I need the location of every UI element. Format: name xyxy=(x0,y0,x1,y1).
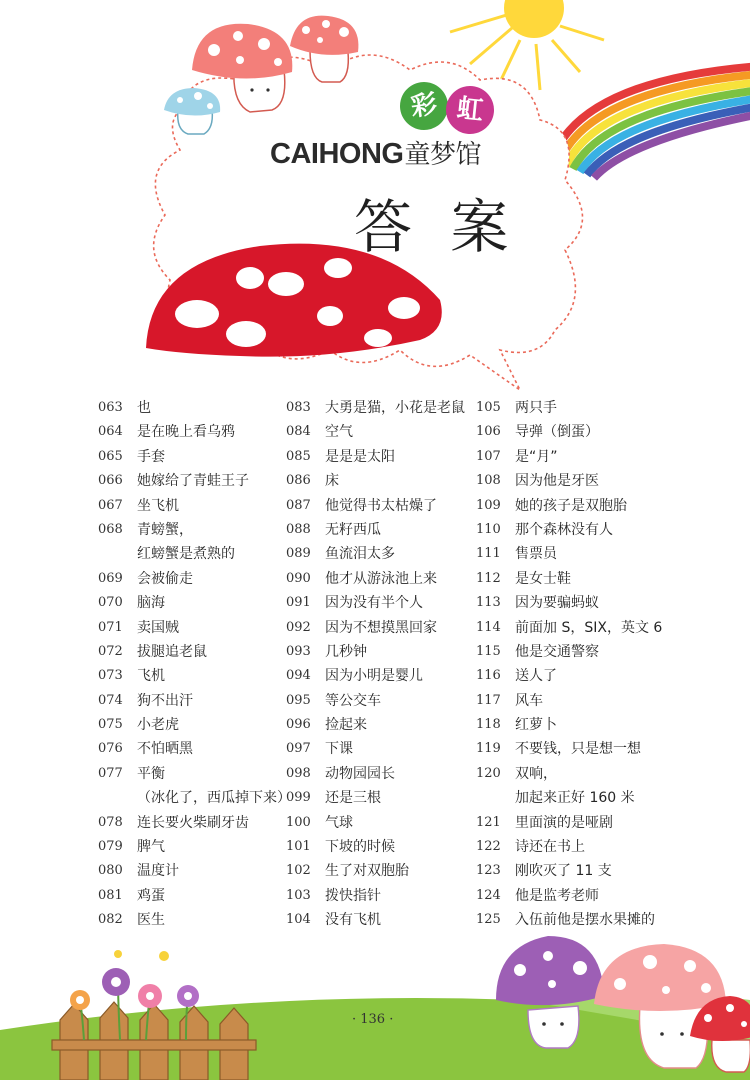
answer-row xyxy=(98,396,278,420)
answer-text: 送人了 xyxy=(515,668,557,685)
answer-number: 111 xyxy=(476,546,501,562)
answer-row xyxy=(476,689,676,713)
answer-text: 两只手 xyxy=(515,400,557,416)
answer-number: 080 xyxy=(98,863,123,879)
answer-number: 102 xyxy=(286,863,311,879)
answer-text: 会被偷走 xyxy=(137,570,193,587)
answer-text: 拔腿追老鼠 xyxy=(137,643,207,660)
brand-logo xyxy=(398,80,498,136)
answer-number: 123 xyxy=(476,863,501,879)
answer-number: 109 xyxy=(476,497,501,513)
answer-number: 070 xyxy=(98,595,123,611)
answer-text: 手套 xyxy=(137,448,165,465)
answer-text: 里面演的是哑剧 xyxy=(515,814,613,831)
answer-number: 088 xyxy=(286,521,311,537)
answer-number: 100 xyxy=(286,814,311,830)
answer-row xyxy=(286,737,476,761)
answer-number: 089 xyxy=(286,546,311,562)
answer-text: 是是是太阳 xyxy=(325,448,395,465)
answer-number: 122 xyxy=(476,839,501,855)
answer-number: 075 xyxy=(98,717,123,733)
answer-number: 121 xyxy=(476,814,501,830)
answer-row xyxy=(98,591,278,615)
answer-row xyxy=(286,908,476,932)
answer-text: 那个森林没有人 xyxy=(515,521,613,538)
answer-number: 103 xyxy=(286,887,311,903)
brand-name-latin: CAIHONG xyxy=(270,138,404,170)
answer-number: 073 xyxy=(98,668,123,684)
answer-number: 125 xyxy=(476,912,501,928)
answer-text: 他是监考老师 xyxy=(515,887,599,904)
answer-number: 096 xyxy=(286,717,311,733)
answer-text: 他才从游泳池上来 xyxy=(325,570,437,587)
answer-text: 下坡的时候 xyxy=(325,839,395,856)
answer-number: 097 xyxy=(286,741,311,757)
answer-number: 098 xyxy=(286,765,311,781)
answer-text: 脾气 xyxy=(137,839,165,856)
answer-number: 074 xyxy=(98,692,123,708)
answer-text: 刚吹灭了 11 支 xyxy=(515,863,612,880)
answer-number: 092 xyxy=(286,619,311,635)
brand-name-chinese: 童梦馆 xyxy=(404,139,481,169)
logo-char-2: 虹 xyxy=(444,84,497,137)
answer-number: 067 xyxy=(98,497,123,513)
answer-text: 青螃蟹， xyxy=(137,521,193,538)
answer-column xyxy=(98,396,291,933)
answer-number: 115 xyxy=(476,643,501,659)
answer-number: 099 xyxy=(286,790,311,806)
answer-number: 083 xyxy=(286,400,311,415)
answer-row xyxy=(286,835,476,859)
answer-text: 他是交通警察 xyxy=(515,643,599,660)
answer-number: 086 xyxy=(286,473,311,489)
answer-text: 坐飞机 xyxy=(137,497,179,514)
answer-text: 狗不出汗 xyxy=(137,692,193,709)
answer-number: 119 xyxy=(476,741,501,757)
answer-number: 078 xyxy=(98,814,123,830)
answer-number: 114 xyxy=(476,619,501,635)
page-title: 答 案 xyxy=(354,193,519,261)
answer-number: 069 xyxy=(98,570,123,586)
answer-text: 是在晚上看乌鸦 xyxy=(137,424,235,441)
answer-number: 093 xyxy=(286,643,311,659)
answer-text: 因为要骗蚂蚁 xyxy=(515,595,599,612)
answer-text: （冰化了，西瓜掉下来） xyxy=(137,790,291,807)
answer-text: 温度计 xyxy=(137,863,179,880)
answer-text: 是女士鞋 xyxy=(515,570,571,587)
answer-number: 101 xyxy=(286,839,311,855)
answer-number: 106 xyxy=(476,424,501,440)
answer-row xyxy=(98,884,278,908)
answer-text: 空气 xyxy=(325,424,353,441)
answer-row xyxy=(98,420,278,444)
answer-row xyxy=(98,713,278,737)
answer-number: 084 xyxy=(286,424,311,440)
answer-text: 加起来正好 160 米 xyxy=(515,790,635,807)
answer-row xyxy=(476,859,676,883)
answer-row xyxy=(476,616,676,640)
answer-number: 082 xyxy=(98,912,123,928)
answer-number: 110 xyxy=(476,521,501,537)
answer-text: 也 xyxy=(137,400,151,416)
answer-number: 116 xyxy=(476,668,501,684)
answer-text: 因为不想摸黑回家 xyxy=(325,619,437,636)
answer-row xyxy=(98,737,278,761)
answer-number: 112 xyxy=(476,570,501,586)
answer-number: 117 xyxy=(476,692,501,708)
answer-text: 气球 xyxy=(325,814,353,831)
answer-text: 因为小明是婴儿 xyxy=(325,668,423,685)
answer-row xyxy=(476,786,676,810)
answer-row xyxy=(98,835,278,859)
answer-text: 入伍前他是摆水果摊的 xyxy=(515,912,655,929)
answer-number: 087 xyxy=(286,497,311,513)
answer-row xyxy=(476,664,676,688)
answer-text: 因为他是牙医 xyxy=(515,473,599,490)
answer-row xyxy=(98,786,291,810)
answer-number: 077 xyxy=(98,765,123,781)
answer-text: 她嫁给了青蛙王子 xyxy=(137,473,249,490)
answer-row xyxy=(476,396,676,420)
answer-row xyxy=(286,664,476,688)
answer-row xyxy=(476,737,676,761)
answer-number: 085 xyxy=(286,448,311,464)
answer-text: 平衡 xyxy=(137,765,165,782)
answer-row xyxy=(98,542,278,566)
answer-row xyxy=(476,518,676,542)
answer-row xyxy=(476,420,676,444)
answer-text: 连长要火柴刷牙齿 xyxy=(137,814,249,831)
answer-row xyxy=(286,811,476,835)
answer-number: 124 xyxy=(476,887,501,903)
answer-text: 几秒钟 xyxy=(325,643,367,660)
answer-row xyxy=(98,494,278,518)
answer-column xyxy=(476,396,676,933)
answer-row xyxy=(286,518,476,542)
answer-row xyxy=(98,469,278,493)
answer-number: 079 xyxy=(98,839,123,855)
answer-text: 前面加 S，SIX，英文 6 xyxy=(515,619,663,636)
answer-row xyxy=(98,445,278,469)
answer-text: 红萝卜 xyxy=(515,717,557,734)
answer-row xyxy=(286,445,476,469)
answer-number: 064 xyxy=(98,424,123,440)
answer-row xyxy=(98,689,278,713)
answer-row xyxy=(286,494,476,518)
answer-row xyxy=(98,640,278,664)
answer-number: 081 xyxy=(98,887,123,903)
answer-text: 拨快指针 xyxy=(325,887,381,904)
answer-text: 脑海 xyxy=(137,595,165,612)
answer-text: 无籽西瓜 xyxy=(325,521,381,538)
answer-row xyxy=(286,591,476,615)
answer-text: 导弹（倒蛋） xyxy=(515,424,599,441)
answer-number: 071 xyxy=(98,619,123,635)
answer-text: 动物园园长 xyxy=(325,765,395,782)
answer-number: 120 xyxy=(476,765,501,781)
answer-row xyxy=(286,640,476,664)
answer-number: 090 xyxy=(286,570,311,586)
answer-row xyxy=(98,859,278,883)
answer-number: 065 xyxy=(98,448,123,464)
answer-row xyxy=(476,567,676,591)
answer-row xyxy=(476,640,676,664)
answer-number: 072 xyxy=(98,643,123,659)
answer-number: 107 xyxy=(476,448,501,464)
answer-row xyxy=(286,567,476,591)
answer-row xyxy=(98,567,278,591)
answer-row xyxy=(98,616,278,640)
answer-row xyxy=(286,616,476,640)
answer-text: 下课 xyxy=(325,741,353,758)
answer-text: 不要钱，只是想一想 xyxy=(515,741,641,758)
answer-text: 卖国贼 xyxy=(137,619,179,636)
answer-row xyxy=(476,811,676,835)
answer-row xyxy=(98,762,278,786)
answer-text: 小老虎 xyxy=(137,717,179,734)
answer-number: 094 xyxy=(286,668,311,684)
answer-number: 068 xyxy=(98,521,123,537)
answer-text: 床 xyxy=(325,473,339,490)
answer-text: 没有飞机 xyxy=(325,912,381,929)
answer-row xyxy=(286,713,476,737)
answer-row xyxy=(476,713,676,737)
answer-text: 鸡蛋 xyxy=(137,887,165,904)
answer-number: 118 xyxy=(476,717,501,733)
answer-number: 113 xyxy=(476,595,501,611)
answer-text: 大勇是猫，小花是老鼠 xyxy=(325,400,465,416)
answer-text: 他觉得书太枯燥了 xyxy=(325,497,437,514)
answer-row xyxy=(476,445,676,469)
answer-row xyxy=(98,518,278,542)
answer-row xyxy=(476,762,676,786)
logo-char-1: 彩 xyxy=(397,79,451,133)
answer-number: 095 xyxy=(286,692,311,708)
answer-text: 红螃蟹是煮熟的 xyxy=(137,546,235,563)
answer-row xyxy=(286,420,476,444)
answer-row xyxy=(286,762,476,786)
answer-text: 诗还在书上 xyxy=(515,839,585,856)
answer-text: 是“月” xyxy=(515,448,558,465)
answer-text: 飞机 xyxy=(137,668,165,685)
answer-text: 捡起来 xyxy=(325,717,367,734)
page-number: · 136 · xyxy=(352,1012,394,1027)
answer-text: 鱼流泪太多 xyxy=(325,546,395,563)
answer-text: 风车 xyxy=(515,692,543,709)
answer-row xyxy=(286,542,476,566)
answer-row xyxy=(98,664,278,688)
answer-number: 076 xyxy=(98,741,123,757)
answer-text: 售票员 xyxy=(515,546,557,563)
answer-row xyxy=(286,396,476,420)
answer-row xyxy=(98,908,278,932)
answer-number: 066 xyxy=(98,473,123,489)
answer-text: 双响， xyxy=(515,765,557,782)
answer-row xyxy=(476,542,676,566)
answer-text: 医生 xyxy=(137,912,165,929)
answer-column xyxy=(286,396,476,933)
answer-row xyxy=(476,835,676,859)
answer-text: 生了对双胞胎 xyxy=(325,863,409,880)
answer-row xyxy=(476,884,676,908)
answer-row xyxy=(98,811,278,835)
answer-row xyxy=(286,786,476,810)
answer-number: 063 xyxy=(98,400,123,415)
brand-name xyxy=(270,134,481,171)
answer-row xyxy=(286,689,476,713)
answer-row xyxy=(476,469,676,493)
answer-text: 不怕晒黑 xyxy=(137,741,193,758)
answer-number: 091 xyxy=(286,595,311,611)
answer-text: 等公交车 xyxy=(325,692,381,709)
answer-row xyxy=(286,859,476,883)
answer-text: 还是三根 xyxy=(325,790,381,807)
answer-number: 104 xyxy=(286,912,311,928)
answer-text: 因为没有半个人 xyxy=(325,595,423,612)
answer-number: 108 xyxy=(476,473,501,489)
answer-row xyxy=(286,469,476,493)
answer-row xyxy=(476,591,676,615)
answer-row xyxy=(476,908,676,932)
rainbow-icon xyxy=(552,66,750,178)
answer-row xyxy=(476,494,676,518)
answer-number: 105 xyxy=(476,400,501,415)
answer-text: 她的孩子是双胞胎 xyxy=(515,497,627,514)
answer-row xyxy=(286,884,476,908)
